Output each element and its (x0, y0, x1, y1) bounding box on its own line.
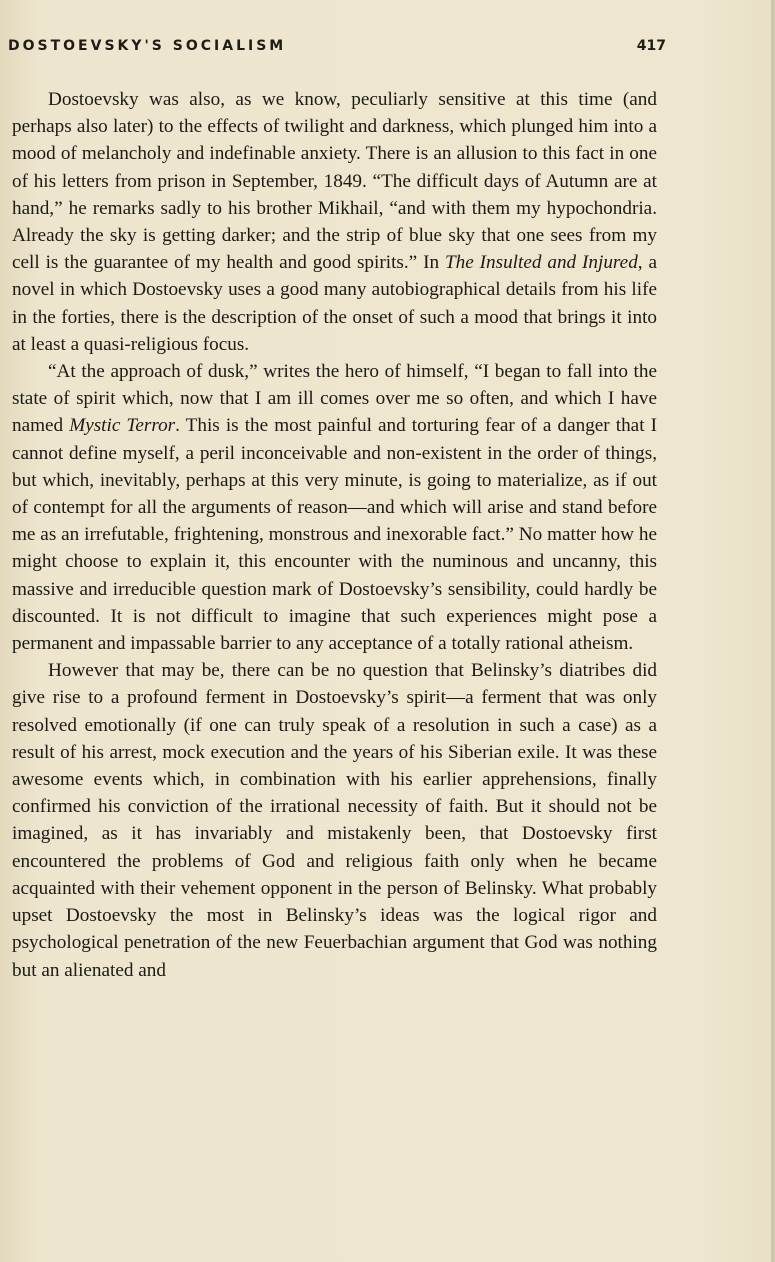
book-title: The Insulted and Injured (444, 252, 638, 274)
page-header (8, 38, 666, 58)
page-number: 417 (636, 38, 666, 54)
paragraph (12, 358, 657, 657)
text-segment: , a novel in which Dostoevsky uses a good many autobiographical details from his life in the forties, there is the description of the onset of such a mood that brings it into at least a quasi-religious focus. (12, 252, 657, 355)
text-segment: Dostoevsky was also, as we know, peculiarly sensitive at this time (and perhaps also later) to the effects of twilight and darkness, which plunged him into a mood of melancholy and indefinable anxiety. There is an allusion to this fact in one of his letters from prison in September, 1849. “The difficult days of Autumn are at hand,” he remarks sadly to his brother Mikhail, “and with them my hypochondria. Already the sky is getting darker; and the strip of blue sky that one sees from my cell is the guarantee of my health and good spirits.” In (12, 89, 657, 274)
running-head: DOSTOEVSKY'S SOCIALISM (8, 38, 287, 54)
paragraph (12, 86, 657, 358)
text-segment: . This is the most painful and torturing fear of a danger that I cannot define myself, a peril inconceivable and non-existent in the order of things, but which, inevitably, perhaps at this very minute, is going to materialize, as if out of contempt for all the arguments of reason—and which will arise and stand before me as an irrefutable, frightening, monstrous and inexorable fact.” No matter how he might choose to explain it, this encounter with the numinous and uncanny, this massive and irreducible question mark of Dostoevsky’s sensibility, could hardly be discounted. It is not difficult to imagine that such experiences might pose a permanent and impassable barrier to any acceptance of a totally rational atheism. (12, 415, 657, 655)
page-edge (771, 0, 775, 1262)
text-segment: “At the approach of dusk,” writes the hero of himself, “I began to fall into the state of spirit which, now that I am ill comes over me so often, and which I have named (12, 361, 657, 437)
text-segment: However that may be, there can be no question that Belinsky’s diatribes did give rise to a profound ferment in Dostoevsky’s spirit—a ferment that was only resolved emotionally (if one can truly speak of a resolution in such a case) as a result of his arrest, mock execution and the years of his Siberian exile. It was these awesome events which, in combination with his earlier apprehensions, finally confirmed his conviction of the irrational necessity of faith. But it should not be imagined, as it has invariably and mistakenly been, that Dostoevsky first encountered the problems of God and religious faith only when he became acquainted with their vehement opponent in the person of Belinsky. What probably upset Dostoevsky the most in Belinsky’s ideas was the logical rigor and psychological penetration of the new Feuerbachian argument that God was nothing but an alienated and (12, 660, 657, 981)
emphasized-term: Mystic Terror (69, 415, 176, 437)
paragraph (12, 657, 657, 983)
body-text (12, 86, 657, 984)
